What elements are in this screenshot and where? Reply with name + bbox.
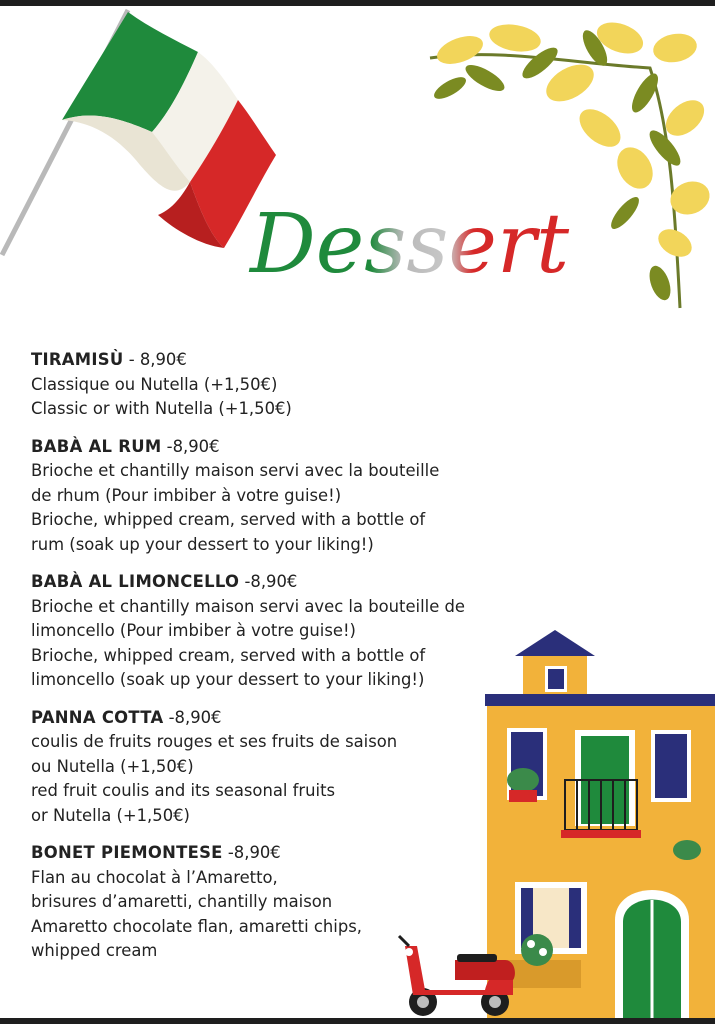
item-price: -8,90€ (163, 707, 222, 727)
item-description: Brioche et chantilly maison servi avec la bouteille (31, 461, 440, 480)
item-description: Brioche, whipped cream, served with a bottle of (31, 510, 426, 529)
item-description: Brioche et chantilly maison servi avec la bouteille de (31, 596, 465, 616)
item-price: -8,90€ (239, 572, 298, 591)
menu-item-baba-al-rum (31, 435, 511, 558)
item-name: BABÀ AL LIMONCELLO (31, 572, 240, 591)
item-description: red fruit coulis and its seasonal fruits (31, 781, 336, 800)
svg-text:Dessert: Dessert (250, 197, 570, 292)
item-description: whipped cream (31, 941, 158, 960)
item-name: BONET PIEMONTESE (31, 843, 223, 862)
item-description: limoncello (Pour imbiber à votre guise!) (31, 621, 356, 640)
item-description: Classic or with Nutella (+1,50€) (31, 399, 292, 418)
item-price: -8,90€ (222, 843, 281, 862)
item-name: PANNA COTTA (31, 707, 164, 727)
item-name: TIRAMISÙ (31, 350, 124, 369)
item-description: Flan au chocolat à l’Amaretto, (31, 867, 278, 887)
italian-house-illustration-icon (395, 630, 715, 1022)
item-description: de rhum (Pour imbiber à votre guise!) (31, 485, 342, 505)
item-description: or Nutella (+1,50€) (31, 805, 190, 825)
item-description: coulis de fruits rouges et ses fruits de saison (31, 732, 398, 751)
item-description: ou Nutella (+1,50€) (31, 756, 194, 776)
item-description: Amaretto chocolate flan, amaretti chips, (31, 916, 362, 936)
page-title (240, 180, 580, 300)
item-description: Brioche, whipped cream, served with a bottle of (31, 645, 426, 665)
menu-item-tiramisu (31, 348, 511, 422)
item-price: - 8,90€ (123, 350, 187, 369)
item-name: BABÀ AL RUM (31, 436, 162, 456)
item-description: limoncello (soak up your dessert to your liking!) (31, 670, 425, 689)
item-description: Classique ou Nutella (+1,50€) (31, 374, 278, 394)
item-description: rum (soak up your dessert to your liking!) (31, 534, 374, 554)
item-description: brisures d’amaretti, chantilly maison (31, 892, 333, 911)
item-price: -8,90€ (161, 436, 220, 456)
bottom-border (0, 1018, 715, 1024)
